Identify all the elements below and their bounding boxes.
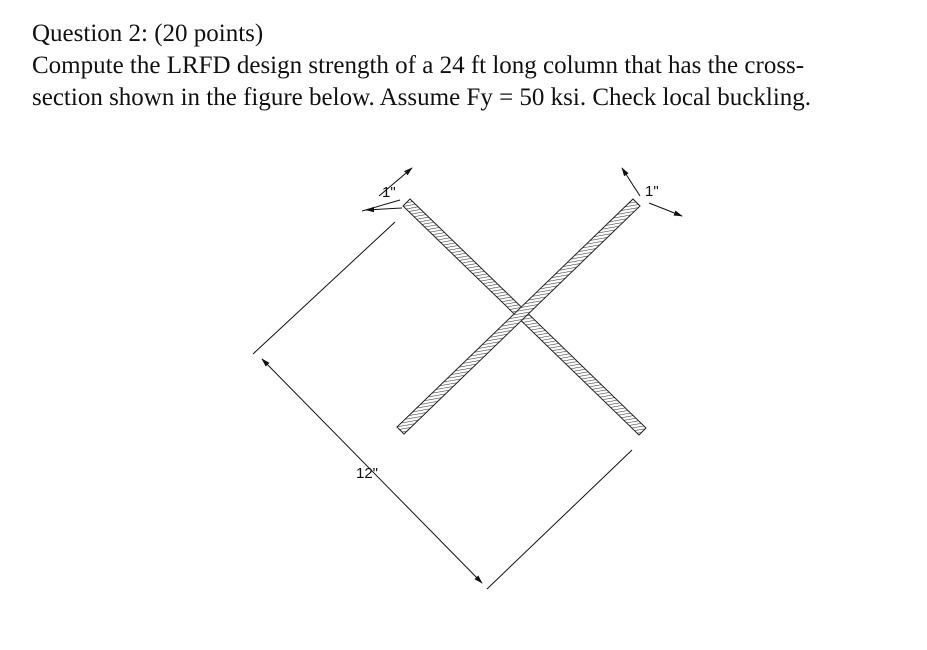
question-heading: Question 2: (20 points) [32, 20, 264, 47]
length-label: 12" [356, 465, 379, 482]
thickness-right-label: 1" [645, 183, 659, 200]
question-line-1: Compute the LRFD design strength of a 24 ft long column that has the cross- [32, 52, 805, 79]
question-line-2: section shown in the figure below. Assume Fy = 50 ksi. Check local buckling. [32, 84, 812, 111]
dimension-12in [253, 222, 632, 589]
thickness-left-label: 1" [382, 184, 396, 201]
